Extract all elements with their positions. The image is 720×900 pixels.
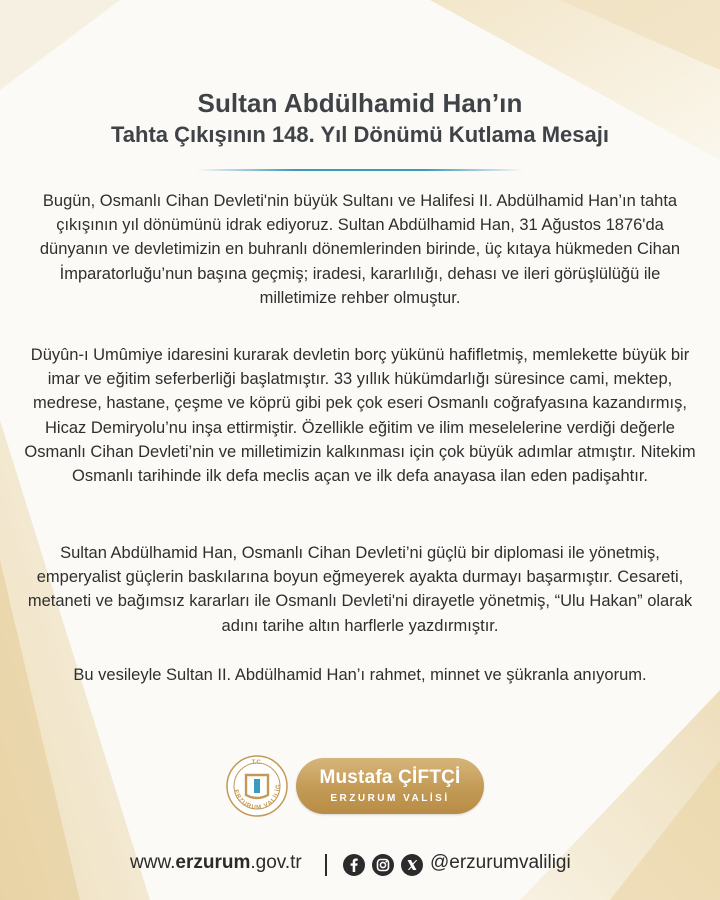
signer-role: ERZURUM VALİSİ xyxy=(330,793,450,804)
seal-top-text: T.C. xyxy=(251,760,263,766)
website-link[interactable] xyxy=(130,852,302,874)
footer-separator xyxy=(325,854,327,876)
website-domain: erzurum xyxy=(175,852,251,873)
paragraph-1: Bugün, Osmanlı Cihan Devleti'nin büyük Sultanı ve Halifesi II. Abdülhamid Han’ın tahta çıkışının yıl dönümünü idrak ediyoruz. Sultan Abdülhamid Han, 31 Ağustos 1876'da dünyanın ve devletimizin en buhranlı dönemlerinden birinde, üç kıtaya hükmeden Cihan İmparatorluğu’nun başına geçmiş; iradesi, kararlılığı, dehası ve ileri görüşlülüğü ile milletimize rehber olmuştur. xyxy=(39,192,681,307)
title-line-2: Tahta Çıkışının 148. Yıl Dönümü Kutlama Mesajı xyxy=(111,122,609,147)
paragraph-2: Düyûn-ı Umûmiye idaresini kurarak devletin borç yükünü hafifletmiş, memlekette büyük bir imar ve eğitim seferberliği başlatmıştır. 33 yıllık hükümdarlığı süresince cami, mektep, medrese, hastane, çeşme ve köprü gibi pek çok eseri Osmanlı coğrafyasına kazandırmış, Hicaz Demiryolu’nu inşa ettirmiştir. Özellikle eğitim ve ilim meselelerine verdiği değerle Osmanlı Cihan Devleti’nin ve milletimizin kalkınması için çok büyük adımlar atmıştır. Nitekim Osmanlı tarihinde ilk defa meclis açan ve ilk defa anayasa ilan eden padişahtır. xyxy=(24,346,696,486)
seal-ring-text: ERZURUM VALİLİĞ xyxy=(232,783,283,812)
paragraph-4: Bu vesileyle Sultan II. Abdülhamid Han’ı rahmet, minnet ve şükranla anıyorum. xyxy=(73,666,647,684)
x-icon[interactable] xyxy=(401,854,423,876)
website-prefix: www. xyxy=(130,852,176,873)
signature-badge xyxy=(226,755,494,817)
title-line-1: Sultan Abdülhamid Han’ın xyxy=(197,88,523,118)
instagram-icon[interactable] xyxy=(372,854,394,876)
social-handle[interactable]: @erzurumvaliligi xyxy=(430,852,571,873)
governorship-seal-icon xyxy=(226,755,288,817)
facebook-icon[interactable] xyxy=(343,854,365,876)
footer xyxy=(0,851,720,879)
title-divider xyxy=(196,169,524,171)
signature-plate xyxy=(296,758,484,814)
paragraph-3: Sultan Abdülhamid Han, Osmanlı Cihan Devleti’ni güçlü bir diplomasi ile yönetmiş, emperyalist güçlerin baskılarına boyun eğmeyerek ayakta durmayı başarmıştır. Cesareti, metaneti ve bağımsız kararları ile Osmanlı Devleti'ni dirayetle yönetmiş, “Ulu Hakan” olarak adını tarihe altın harflerle yazdırmıştır. xyxy=(27,544,693,635)
website-suffix: .gov.tr xyxy=(250,852,302,873)
signer-name: Mustafa ÇİFTÇİ xyxy=(319,767,461,788)
